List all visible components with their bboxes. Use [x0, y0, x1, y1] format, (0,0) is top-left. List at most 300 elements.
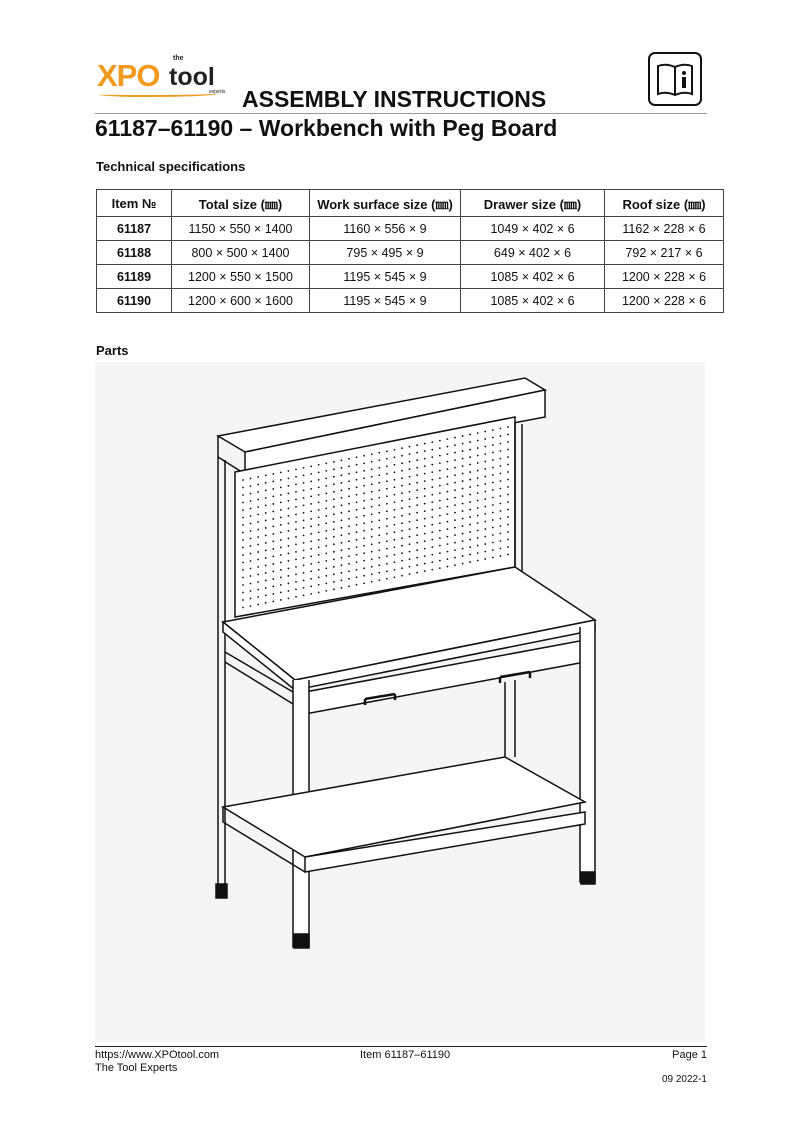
- peg-hole: [303, 587, 305, 589]
- peg-hole: [348, 548, 350, 550]
- peg-hole: [272, 556, 274, 558]
- peg-hole: [394, 449, 396, 451]
- peg-hole: [303, 527, 305, 529]
- peg-hole: [500, 495, 502, 497]
- peg-hole: [242, 539, 244, 541]
- peg-hole: [348, 570, 350, 572]
- peg-hole: [507, 494, 509, 496]
- logo-swoosh: [99, 91, 219, 97]
- cell: 61187: [97, 217, 172, 241]
- peg-hole: [454, 474, 456, 476]
- peg-hole: [500, 458, 502, 460]
- peg-hole: [371, 483, 373, 485]
- peg-hole: [295, 581, 297, 583]
- table-row: [97, 289, 724, 313]
- peg-hole: [409, 468, 411, 470]
- peg-hole: [310, 518, 312, 520]
- peg-hole: [477, 507, 479, 509]
- cell: 795 × 495 × 9: [310, 241, 461, 265]
- peg-hole: [484, 461, 486, 463]
- peg-hole: [348, 503, 350, 505]
- col-roof: Roof size (㎜): [605, 190, 724, 217]
- peg-hole: [454, 542, 456, 544]
- peg-hole: [288, 500, 290, 502]
- peg-hole: [378, 519, 380, 521]
- peg-hole: [454, 519, 456, 521]
- peg-hole: [386, 450, 388, 452]
- peg-hole: [250, 523, 252, 525]
- peg-hole: [439, 567, 441, 569]
- peg-hole: [257, 581, 259, 583]
- peg-hole: [257, 499, 259, 501]
- peg-hole: [348, 465, 350, 467]
- peg-hole: [492, 482, 494, 484]
- peg-hole: [272, 578, 274, 580]
- peg-hole: [447, 453, 449, 455]
- peg-hole: [265, 602, 267, 604]
- peg-hole: [356, 539, 358, 541]
- peg-hole: [431, 531, 433, 533]
- peg-hole: [477, 470, 479, 472]
- peg-hole: [394, 531, 396, 533]
- peg-hole: [295, 536, 297, 538]
- peg-hole: [318, 546, 320, 548]
- peg-hole: [469, 531, 471, 533]
- peg-hole: [310, 540, 312, 542]
- peg-hole: [416, 504, 418, 506]
- peg-hole: [295, 566, 297, 568]
- peg-hole: [469, 464, 471, 466]
- peg-hole: [265, 572, 267, 574]
- peg-hole: [363, 485, 365, 487]
- peg-hole: [272, 518, 274, 520]
- peg-hole: [431, 569, 433, 571]
- peg-hole: [477, 537, 479, 539]
- peg-hole: [469, 539, 471, 541]
- peg-hole: [492, 437, 494, 439]
- peg-hole: [469, 501, 471, 503]
- peg-hole: [257, 506, 259, 508]
- peg-hole: [462, 510, 464, 512]
- peg-hole: [484, 453, 486, 455]
- peg-hole: [280, 584, 282, 586]
- peg-hole: [310, 555, 312, 557]
- peg-hole: [250, 553, 252, 555]
- peg-hole: [424, 570, 426, 572]
- peg-hole: [250, 478, 252, 480]
- peg-hole: [371, 476, 373, 478]
- peg-hole: [303, 497, 305, 499]
- peg-hole: [348, 495, 350, 497]
- peg-hole: [318, 539, 320, 541]
- peg-hole: [333, 491, 335, 493]
- peg-hole: [447, 468, 449, 470]
- peg-hole: [424, 510, 426, 512]
- peg-hole: [272, 571, 274, 573]
- peg-hole: [492, 542, 494, 544]
- peg-hole: [447, 551, 449, 553]
- peg-hole: [378, 497, 380, 499]
- peg-hole: [288, 583, 290, 585]
- peg-hole: [409, 551, 411, 553]
- peg-hole: [363, 470, 365, 472]
- peg-hole: [431, 561, 433, 563]
- peg-hole: [492, 489, 494, 491]
- peg-hole: [416, 482, 418, 484]
- peg-hole: [272, 496, 274, 498]
- peg-hole: [454, 444, 456, 446]
- peg-hole: [394, 576, 396, 578]
- peg-hole: [272, 586, 274, 588]
- peg-hole: [310, 473, 312, 475]
- logo-the: the: [173, 55, 184, 62]
- peg-hole: [507, 554, 509, 556]
- peg-hole: [348, 488, 350, 490]
- peg-hole: [462, 563, 464, 565]
- peg-hole: [386, 465, 388, 467]
- peg-hole: [462, 443, 464, 445]
- peg-hole: [447, 566, 449, 568]
- peg-hole: [401, 507, 403, 509]
- peg-hole: [462, 548, 464, 550]
- peg-hole: [272, 473, 274, 475]
- peg-hole: [272, 601, 274, 603]
- peg-hole: [325, 567, 327, 569]
- peg-hole: [348, 585, 350, 587]
- peg-hole: [310, 480, 312, 482]
- peg-hole: [265, 482, 267, 484]
- peg-hole: [303, 519, 305, 521]
- peg-hole: [348, 578, 350, 580]
- peg-hole: [500, 548, 502, 550]
- col-item: Item №: [97, 190, 172, 217]
- peg-hole: [257, 484, 259, 486]
- peg-hole: [265, 550, 267, 552]
- peg-hole: [341, 572, 343, 574]
- peg-hole: [469, 509, 471, 511]
- peg-hole: [242, 554, 244, 556]
- peg-hole: [333, 521, 335, 523]
- peg-hole: [371, 536, 373, 538]
- parts-heading: Parts: [96, 343, 129, 358]
- peg-hole: [469, 524, 471, 526]
- peg-hole: [333, 566, 335, 568]
- peg-hole: [333, 468, 335, 470]
- peg-hole: [325, 522, 327, 524]
- peg-hole: [265, 505, 267, 507]
- peg-hole: [348, 510, 350, 512]
- peg-hole: [492, 459, 494, 461]
- peg-hole: [394, 486, 396, 488]
- peg-hole: [477, 455, 479, 457]
- peg-hole: [280, 494, 282, 496]
- peg-hole: [242, 524, 244, 526]
- peg-hole: [454, 459, 456, 461]
- cell: 1200 × 228 × 6: [605, 265, 724, 289]
- peg-hole: [333, 536, 335, 538]
- peg-hole: [363, 500, 365, 502]
- peg-hole: [242, 592, 244, 594]
- peg-hole: [477, 432, 479, 434]
- peg-hole: [492, 527, 494, 529]
- peg-hole: [242, 509, 244, 511]
- peg-hole: [295, 551, 297, 553]
- peg-hole: [325, 590, 327, 592]
- peg-hole: [295, 476, 297, 478]
- peg-hole: [431, 449, 433, 451]
- peg-hole: [242, 517, 244, 519]
- peg-hole: [401, 500, 403, 502]
- peg-hole: [288, 538, 290, 540]
- peg-hole: [477, 440, 479, 442]
- peg-hole: [341, 527, 343, 529]
- peg-hole: [424, 555, 426, 557]
- peg-hole: [288, 598, 290, 600]
- peg-hole: [507, 464, 509, 466]
- peg-hole: [318, 501, 320, 503]
- peg-hole: [507, 441, 509, 443]
- peg-hole: [356, 486, 358, 488]
- peg-hole: [447, 536, 449, 538]
- peg-hole: [288, 568, 290, 570]
- peg-hole: [333, 528, 335, 530]
- peg-hole: [325, 515, 327, 517]
- peg-hole: [363, 575, 365, 577]
- table-row: [97, 265, 724, 289]
- peg-hole: [272, 511, 274, 513]
- peg-hole: [341, 489, 343, 491]
- peg-hole: [484, 558, 486, 560]
- peg-hole: [454, 557, 456, 559]
- cell: 61189: [97, 265, 172, 289]
- peg-hole: [295, 574, 297, 576]
- peg-hole: [394, 561, 396, 563]
- peg-hole: [341, 504, 343, 506]
- footer-page: Page 1: [672, 1049, 707, 1061]
- peg-hole: [447, 543, 449, 545]
- peg-hole: [242, 562, 244, 564]
- peg-hole: [363, 582, 365, 584]
- peg-hole: [416, 534, 418, 536]
- peg-hole: [500, 428, 502, 430]
- peg-hole: [310, 593, 312, 595]
- peg-hole: [462, 518, 464, 520]
- peg-hole: [439, 522, 441, 524]
- peg-hole: [447, 446, 449, 448]
- peg-hole: [250, 485, 252, 487]
- peg-hole: [500, 473, 502, 475]
- peg-hole: [280, 554, 282, 556]
- peg-hole: [325, 552, 327, 554]
- peg-hole: [363, 560, 365, 562]
- peg-hole: [484, 498, 486, 500]
- peg-hole: [333, 558, 335, 560]
- peg-hole: [409, 521, 411, 523]
- peg-hole: [454, 504, 456, 506]
- peg-hole: [431, 494, 433, 496]
- peg-hole: [378, 542, 380, 544]
- peg-hole: [462, 525, 464, 527]
- peg-hole: [378, 527, 380, 529]
- peg-hole: [507, 539, 509, 541]
- peg-hole: [386, 473, 388, 475]
- peg-hole: [310, 578, 312, 580]
- peg-hole: [280, 539, 282, 541]
- peg-hole: [439, 515, 441, 517]
- assembly-heading: ASSEMBLY INSTRUCTIONS: [242, 86, 547, 112]
- peg-hole: [492, 467, 494, 469]
- peg-hole: [500, 480, 502, 482]
- footer-url[interactable]: https://www.XPOtool.com: [95, 1049, 220, 1061]
- peg-hole: [462, 458, 464, 460]
- peg-hole: [484, 438, 486, 440]
- peg-hole: [462, 480, 464, 482]
- peg-hole: [409, 506, 411, 508]
- peg-hole: [288, 508, 290, 510]
- peg-hole: [371, 573, 373, 575]
- peg-hole: [265, 542, 267, 544]
- peg-hole: [280, 502, 282, 504]
- peg-hole: [439, 455, 441, 457]
- peg-hole: [325, 477, 327, 479]
- peg-hole: [500, 525, 502, 527]
- peg-hole: [394, 494, 396, 496]
- peg-hole: [394, 479, 396, 481]
- peg-hole: [325, 575, 327, 577]
- peg-hole: [378, 512, 380, 514]
- peg-hole: [454, 452, 456, 454]
- peg-hole: [356, 531, 358, 533]
- peg-hole: [280, 562, 282, 564]
- peg-hole: [250, 538, 252, 540]
- peg-hole: [401, 530, 403, 532]
- peg-hole: [469, 486, 471, 488]
- peg-hole: [348, 480, 350, 482]
- peg-hole: [424, 465, 426, 467]
- peg-hole: [386, 563, 388, 565]
- peg-hole: [500, 450, 502, 452]
- peg-hole: [386, 555, 388, 557]
- peg-hole: [454, 437, 456, 439]
- peg-hole: [288, 493, 290, 495]
- peg-hole: [265, 475, 267, 477]
- peg-hole: [439, 477, 441, 479]
- peg-hole: [469, 546, 471, 548]
- peg-hole: [401, 515, 403, 517]
- workbench-illustration: [95, 362, 705, 1042]
- peg-hole: [310, 585, 312, 587]
- peg-hole: [394, 456, 396, 458]
- peg-hole: [257, 566, 259, 568]
- peg-hole: [333, 581, 335, 583]
- peg-hole: [424, 495, 426, 497]
- peg-hole: [378, 489, 380, 491]
- peg-hole: [348, 540, 350, 542]
- cell: 1200 × 600 × 1600: [172, 289, 310, 313]
- peg-hole: [318, 464, 320, 466]
- peg-hole: [265, 565, 267, 567]
- peg-hole: [507, 471, 509, 473]
- peg-hole: [280, 479, 282, 481]
- peg-hole: [333, 588, 335, 590]
- peg-hole: [265, 535, 267, 537]
- peg-hole: [371, 506, 373, 508]
- peg-hole: [318, 576, 320, 578]
- peg-hole: [394, 501, 396, 503]
- peg-hole: [484, 491, 486, 493]
- peg-hole: [386, 510, 388, 512]
- peg-hole: [484, 513, 486, 515]
- cell: 1195 × 545 × 9: [310, 289, 461, 313]
- peg-hole: [280, 487, 282, 489]
- peg-hole: [288, 515, 290, 517]
- peg-hole: [500, 443, 502, 445]
- peg-hole: [356, 569, 358, 571]
- peg-hole: [507, 509, 509, 511]
- peg-hole: [356, 584, 358, 586]
- peg-hole: [469, 441, 471, 443]
- peg-hole: [371, 498, 373, 500]
- peg-hole: [454, 489, 456, 491]
- manual-info-icon: [648, 52, 702, 106]
- peg-hole: [363, 552, 365, 554]
- peg-hole: [424, 533, 426, 535]
- peg-hole: [416, 452, 418, 454]
- peg-hole: [416, 467, 418, 469]
- peg-hole: [356, 576, 358, 578]
- peg-hole: [469, 471, 471, 473]
- peg-hole: [416, 549, 418, 551]
- peg-hole: [257, 514, 259, 516]
- peg-hole: [431, 501, 433, 503]
- footer-company: The Tool Experts: [95, 1062, 178, 1074]
- peg-hole: [439, 507, 441, 509]
- peg-hole: [439, 552, 441, 554]
- peg-hole: [462, 488, 464, 490]
- peg-hole: [257, 604, 259, 606]
- specs-table: [96, 189, 724, 313]
- peg-hole: [371, 551, 373, 553]
- footer-item: Item 61187–61190: [360, 1049, 451, 1061]
- peg-hole: [484, 476, 486, 478]
- peg-hole: [447, 513, 449, 515]
- peg-hole: [507, 531, 509, 533]
- peg-hole: [371, 543, 373, 545]
- peg-hole: [454, 512, 456, 514]
- peg-hole: [356, 456, 358, 458]
- cell: 649 × 402 × 6: [461, 241, 605, 265]
- peg-hole: [439, 537, 441, 539]
- peg-hole: [333, 476, 335, 478]
- peg-hole: [265, 557, 267, 559]
- peg-hole: [348, 518, 350, 520]
- peg-hole: [394, 569, 396, 571]
- peg-hole: [371, 468, 373, 470]
- peg-hole: [272, 526, 274, 528]
- peg-hole: [500, 540, 502, 542]
- peg-hole: [401, 522, 403, 524]
- peg-hole: [454, 527, 456, 529]
- peg-hole: [356, 471, 358, 473]
- peg-hole: [265, 520, 267, 522]
- peg-hole: [416, 557, 418, 559]
- peg-hole: [265, 595, 267, 597]
- peg-hole: [341, 557, 343, 559]
- peg-hole: [363, 477, 365, 479]
- peg-hole: [492, 504, 494, 506]
- peg-hole: [484, 446, 486, 448]
- peg-hole: [303, 482, 305, 484]
